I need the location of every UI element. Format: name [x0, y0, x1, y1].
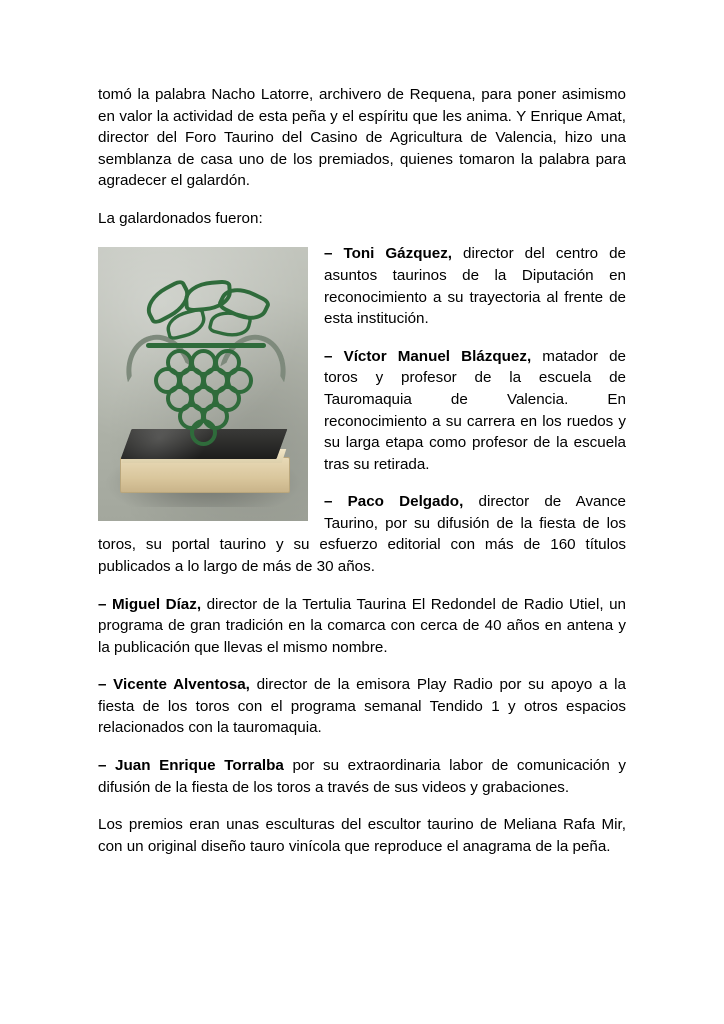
awardee-dash: – — [98, 676, 107, 694]
awardee-dash: – — [324, 245, 333, 263]
grape-stem-bar — [146, 343, 266, 348]
awardee-comma: , — [447, 245, 453, 263]
awardee-comma: , — [245, 676, 250, 694]
paragraph-closing: Los premios eran unas esculturas del escultor taurino de Meliana Rafa Mir, con un original diseño tauro vinícola que reproduce el anagrama de la peña. — [98, 816, 626, 855]
awardee-name: Paco Delgado — [347, 493, 460, 511]
paragraph-lead-in: La galardonados fueron: — [98, 209, 263, 227]
awardee-entry — [98, 755, 626, 798]
awardee-dash: – — [324, 347, 333, 365]
award-sculpture-image — [98, 247, 308, 521]
awardee-dash: – — [98, 757, 107, 775]
awardee-description: director de Avance Taurino, por su difusión de la fiesta de los toros, su portal taurino y su esfuerzo editorial con más de 160 títulos publicados a lo largo de más de 30 años. — [98, 493, 626, 575]
awardee-description: director del centro de asuntos taurinos de la Diputación en reconocimiento a su trayectoria al frente de esta institución. — [324, 245, 626, 328]
awardee-comma: , — [459, 493, 464, 511]
awardee-name: Vicente Alventosa — [113, 676, 246, 694]
awardee-name: Víctor Manuel Blázquez — [343, 347, 527, 365]
awardee-entry — [98, 674, 626, 739]
awardee-comma: , — [526, 347, 532, 365]
awardee-comma: , — [196, 595, 202, 613]
awardee-dash: – — [98, 595, 107, 613]
awardee-description: por su extraordinaria labor de comunicación y difusión de la fiesta de los toros a través de sus videos y grabaciones. — [98, 757, 626, 796]
awardee-entry — [98, 594, 626, 659]
awardee-name: Miguel Díaz — [111, 595, 197, 613]
document-body — [98, 84, 626, 873]
awardee-dash: – — [324, 493, 333, 511]
awardee-name: Toni Gázquez — [343, 245, 448, 263]
paragraph-intro: tomó la palabra Nacho Latorre, archivero de Requena, para poner asimismo en valor la actividad de esta peña y el espíritu que les anima. Y Enrique Amat, director del Foro Taurino del Casino de Agricultura de Valencia, hizo una semblanza de casa uno de los premiados, quienes tomaron la palabra para agradecer el galardón. — [98, 86, 626, 190]
awardee-description: director de la emisora Play Radio por su apoyo a la fiesta de los toros con el programa semanal Tendido 1 y otros espacios relacionados con la tauromaquia. — [98, 676, 626, 737]
awardee-name: Juan Enrique Torralba — [115, 757, 284, 775]
awardee-description: director de la Tertulia Taurina El Redondel de Radio Utiel, un programa de gran tradición en la comarca con cerca de 40 años en antena y la publicación que llevas el mismo nombre. — [98, 595, 626, 656]
awardee-description: matador de toros y profesor de la escuela de Tauromaquia de Valencia. En reconocimiento a su carrera en los ruedos y su larga etapa como profesor de la escuela tras su retirada. — [324, 347, 627, 473]
sculpture-figure — [132, 283, 280, 433]
